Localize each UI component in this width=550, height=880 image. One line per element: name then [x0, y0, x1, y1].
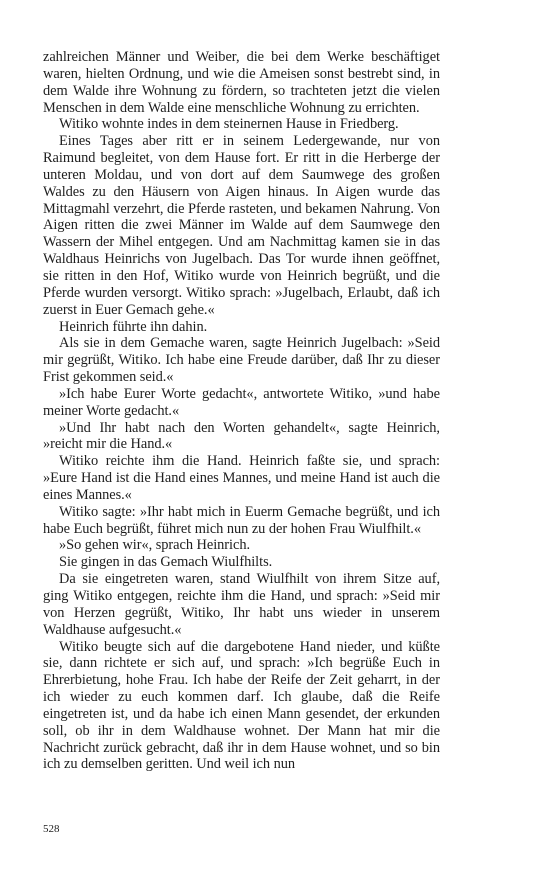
paragraph: Witiko reichte ihm die Hand. Heinrich faßte sie, und sprach: »Eure Hand ist die Hand eines Mannes, und meine Hand ist auch die eines Mannes.«: [43, 453, 440, 503]
paragraph: Eines Tages aber ritt er in seinem Ledergewande, nur von Raimund begleitet, von dem Hause fort. Er ritt in die Herberge der unteren Moldau, und von dort auf dem Saumwege des großen Waldes zu den Häusern von Aigen hinaus. In Aigen wurde das Mittagmahl verzehrt, die Pferde rasteten, und bekamen Nahrung. Von Aigen ritten die zwei Männer im Walde auf dem Saumwege den Wassern der Mihel entgegen. Und am Nachmittag kamen sie in das Waldhaus Heinrichs von Jugelbach. Das Tor wurde ihnen geöffnet, sie ritten in den Hof, Witiko wurde von Heinrich begrüßt, und die Pferde wurden versorgt. Witiko sprach: »Jugelbach, Erlaubt, daß ich zuerst in Euer Gemach gehe.«: [43, 133, 440, 318]
paragraph: Als sie in dem Gemache waren, sagte Heinrich Jugelbach: »Seid mir gegrüßt, Witiko. Ich habe eine Freude darüber, daß Ihr zu dieser Frist gekommen seid.«: [43, 335, 440, 386]
paragraph: »So gehen wir«, sprach Heinrich.: [59, 537, 251, 554]
paragraph: »Ich habe Eurer Worte gedacht«, antwortete Witiko, »und habe meiner Worte gedacht.«: [43, 385, 440, 419]
page-number: 528: [43, 823, 60, 835]
paragraph: Da sie eingetreten waren, stand Wiulfhilt von ihrem Sitze auf, ging Witiko entgegen, reichte ihm die Hand, und sprach: »Seid mir von Herzen gegrüßt, Witiko, Ihr habt uns wieder in unserem Waldhause aufgesucht.«: [43, 571, 440, 638]
paragraph: Heinrich führte ihn dahin.: [59, 318, 208, 335]
paragraph: Sie gingen in das Gemach Wiulfhilts.: [59, 554, 273, 571]
paragraph: Witiko wohnte indes in dem steinernen Hause in Friedberg.: [59, 116, 399, 133]
paragraph: »Und Ihr habt nach den Worten gehandelt«, sagte Heinrich, »reicht mir die Hand.«: [43, 419, 440, 453]
paragraph: zahlreichen Männer und Weiber, die bei dem Werke beschäftiget waren, hielten Ordnung, und wie die Ameisen sonst bestrebt sind, in dem Walde ihre Wohnung zu fördern, so trachteten jetzt die vielen Menschen in dem Walde eine menschliche Wohnung zu errichten.: [43, 49, 440, 116]
paragraph: Witiko beugte sich auf die dargebotene Hand nieder, und küßte sie, dann richtete er sich auf, und sprach: »Ich begrüße Euch in Ehrerbietung, hohe Frau. Ich habe der Reife der Zeit geharrt, in der ich wieder zu euch kommen darf. Ich glaube, daß die Reife eingetreten ist, und da habe ich einen Mann gesendet, der erkunden soll, ob ihr in dem Waldhause wohnet. Der Mann hat mir die Nachricht zurück gebracht, daß ihr in dem Hause wohnet, und so bin ich zu demselben geritten. Und weil ich nun: [43, 638, 440, 773]
paragraph: Witiko sagte: »Ihr habt mich in Euerm Gemache begrüßt, und ich habe Euch begrüßt, führet mich nun zu der hohen Frau Wiulfhilt.«: [43, 503, 440, 537]
page-body: [43, 49, 440, 773]
